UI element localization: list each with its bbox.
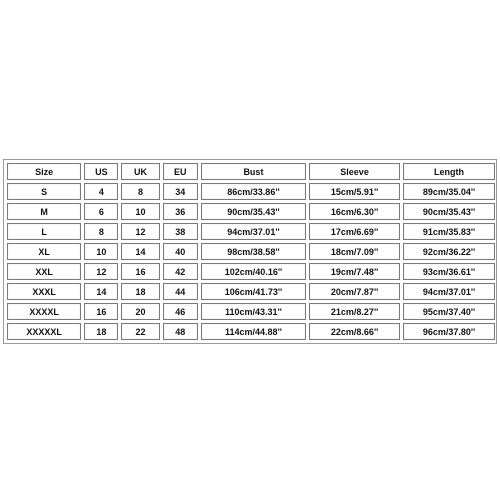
table-row <box>7 223 495 240</box>
header-eu: EU <box>163 163 198 180</box>
cell-eu: 46 <box>163 303 198 320</box>
header-length: Length <box>403 163 495 180</box>
cell-bust: 98cm/38.58'' <box>201 243 306 260</box>
cell-sleeve: 22cm/8.66'' <box>309 323 400 340</box>
cell-sleeve: 17cm/6.69'' <box>309 223 400 240</box>
header-uk: UK <box>121 163 159 180</box>
cell-bust: 106cm/41.73'' <box>201 283 306 300</box>
cell-eu: 48 <box>163 323 198 340</box>
cell-uk: 22 <box>121 323 159 340</box>
cell-uk: 16 <box>121 263 159 280</box>
cell-length: 91cm/35.83'' <box>403 223 495 240</box>
cell-size: XXXL <box>7 283 81 300</box>
cell-bust: 90cm/35.43'' <box>201 203 306 220</box>
cell-eu: 40 <box>163 243 198 260</box>
cell-length: 94cm/37.01'' <box>403 283 495 300</box>
cell-us: 4 <box>84 183 118 200</box>
cell-eu: 44 <box>163 283 198 300</box>
cell-uk: 10 <box>121 203 159 220</box>
cell-size: L <box>7 223 81 240</box>
cell-length: 92cm/36.22'' <box>403 243 495 260</box>
cell-bust: 86cm/33.86'' <box>201 183 306 200</box>
size-chart-table <box>4 160 498 343</box>
header-row <box>7 163 495 180</box>
cell-eu: 42 <box>163 263 198 280</box>
cell-sleeve: 16cm/6.30'' <box>309 203 400 220</box>
table-row <box>7 263 495 280</box>
table-row <box>7 283 495 300</box>
cell-size: XXXXL <box>7 303 81 320</box>
cell-length: 96cm/37.80'' <box>403 323 495 340</box>
table-row <box>7 323 495 340</box>
cell-length: 89cm/35.04'' <box>403 183 495 200</box>
cell-length: 90cm/35.43'' <box>403 203 495 220</box>
cell-sleeve: 19cm/7.48'' <box>309 263 400 280</box>
cell-uk: 12 <box>121 223 159 240</box>
cell-uk: 18 <box>121 283 159 300</box>
cell-uk: 14 <box>121 243 159 260</box>
cell-eu: 34 <box>163 183 198 200</box>
table-row <box>7 303 495 320</box>
table-row <box>7 203 495 220</box>
cell-length: 95cm/37.40'' <box>403 303 495 320</box>
cell-sleeve: 15cm/5.91'' <box>309 183 400 200</box>
cell-size: XXXXXL <box>7 323 81 340</box>
cell-bust: 114cm/44.88'' <box>201 323 306 340</box>
cell-size: M <box>7 203 81 220</box>
cell-uk: 20 <box>121 303 159 320</box>
cell-uk: 8 <box>121 183 159 200</box>
cell-bust: 110cm/43.31'' <box>201 303 306 320</box>
size-chart-frame <box>3 159 497 344</box>
cell-sleeve: 21cm/8.27'' <box>309 303 400 320</box>
cell-us: 8 <box>84 223 118 240</box>
cell-sleeve: 20cm/7.87'' <box>309 283 400 300</box>
cell-us: 16 <box>84 303 118 320</box>
header-size: Size <box>7 163 81 180</box>
cell-us: 12 <box>84 263 118 280</box>
header-sleeve: Sleeve <box>309 163 400 180</box>
table-row <box>7 243 495 260</box>
cell-us: 10 <box>84 243 118 260</box>
cell-size: XL <box>7 243 81 260</box>
cell-bust: 102cm/40.16'' <box>201 263 306 280</box>
cell-sleeve: 18cm/7.09'' <box>309 243 400 260</box>
cell-us: 14 <box>84 283 118 300</box>
table-row <box>7 183 495 200</box>
cell-eu: 36 <box>163 203 198 220</box>
cell-us: 18 <box>84 323 118 340</box>
cell-eu: 38 <box>163 223 198 240</box>
cell-length: 93cm/36.61'' <box>403 263 495 280</box>
cell-size: XXL <box>7 263 81 280</box>
header-us: US <box>84 163 118 180</box>
cell-bust: 94cm/37.01'' <box>201 223 306 240</box>
header-bust: Bust <box>201 163 306 180</box>
cell-us: 6 <box>84 203 118 220</box>
cell-size: S <box>7 183 81 200</box>
